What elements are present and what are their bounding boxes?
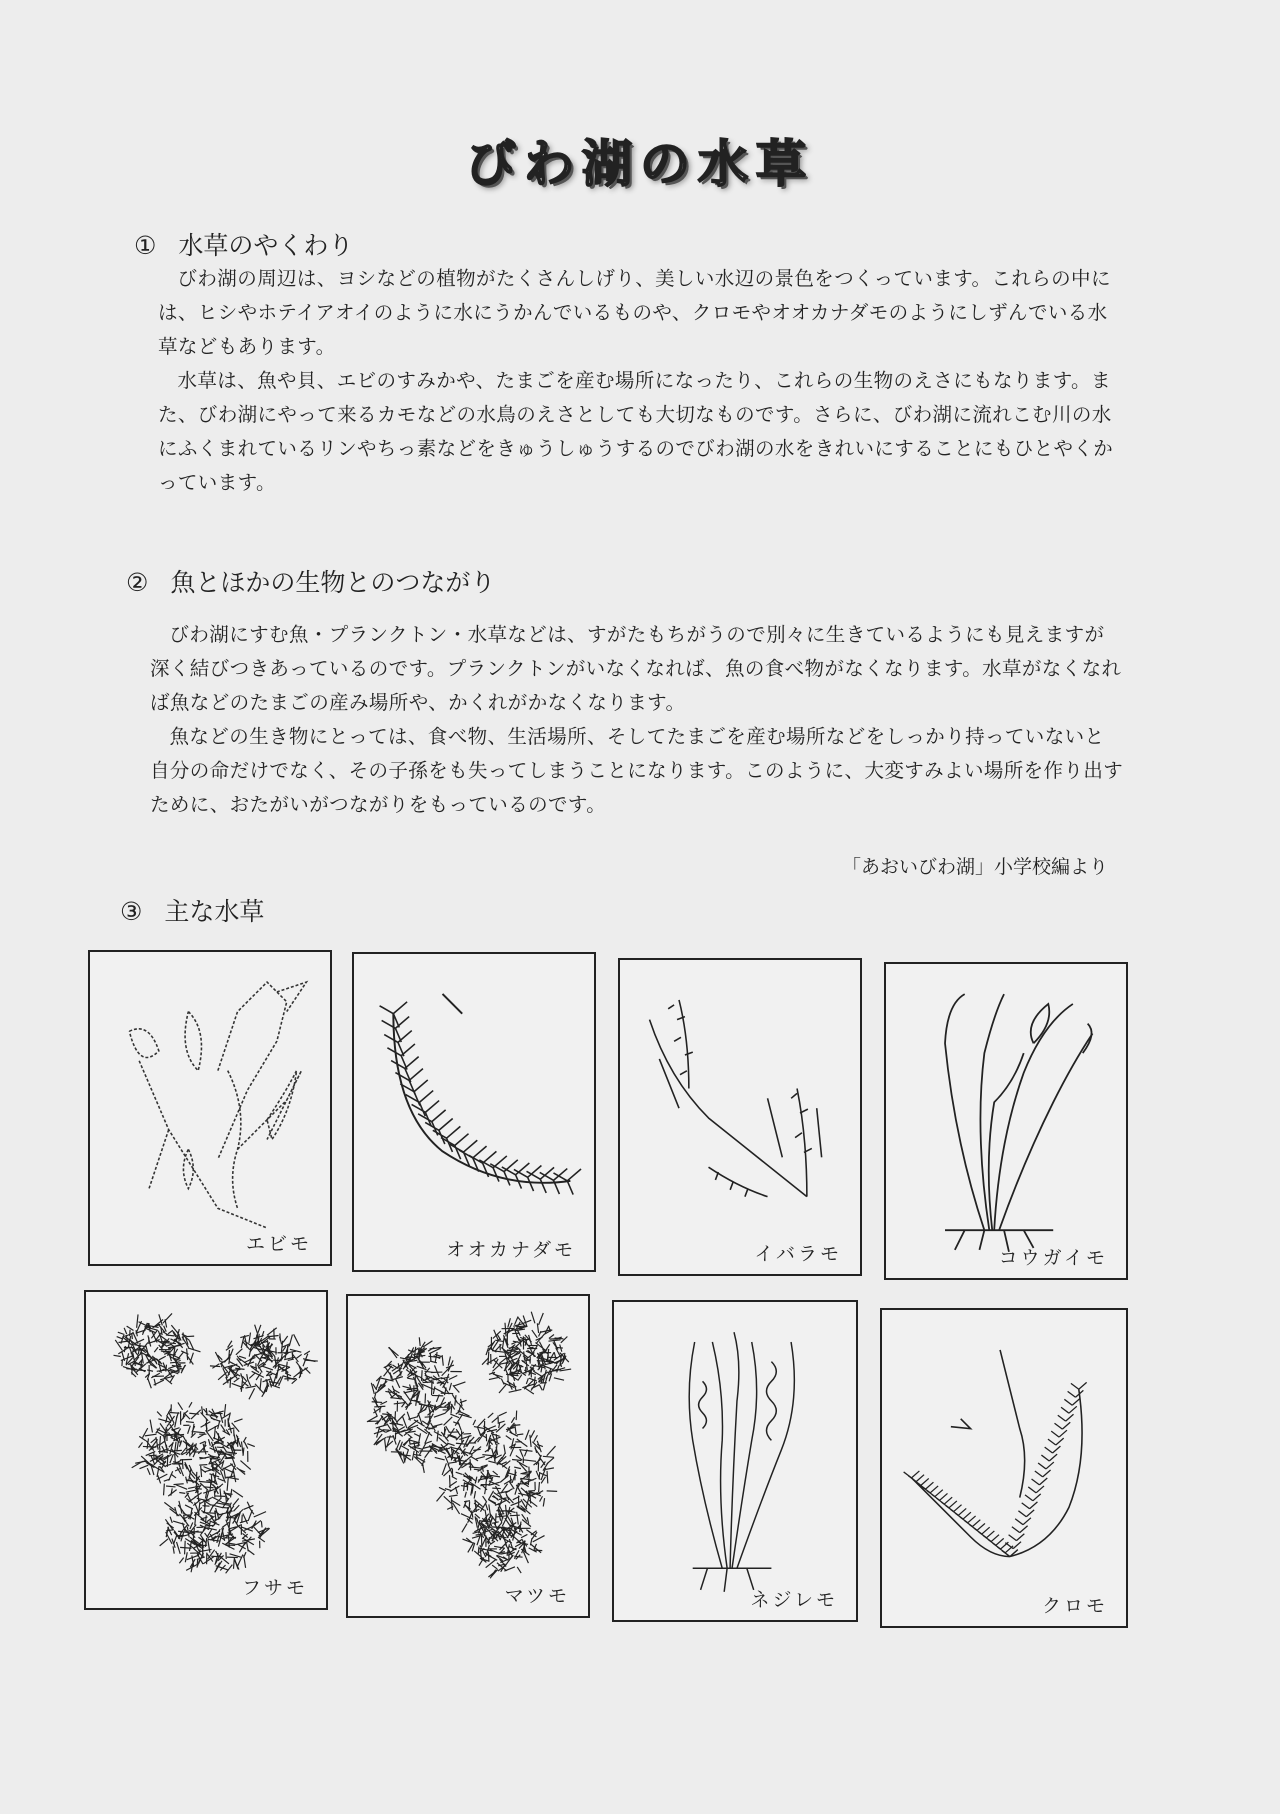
matsumo-illustration <box>348 1296 588 1616</box>
ibaramo-illustration <box>620 960 860 1274</box>
nejiremo-illustration <box>614 1302 856 1620</box>
ebimo-illustration <box>90 952 330 1264</box>
kuromo-illustration <box>882 1310 1126 1626</box>
fusamo-illustration <box>86 1292 326 1608</box>
plant-name: マツモ <box>504 1585 570 1607</box>
plant-name: ネジレモ <box>750 1589 838 1611</box>
plant-name: イバラモ <box>754 1243 842 1265</box>
section-3-heading <box>120 892 264 928</box>
section-2-heading <box>126 563 495 599</box>
section-title: 水草のやくわり <box>178 231 354 260</box>
section-1-body <box>158 262 1124 500</box>
section-number: ① <box>134 231 157 260</box>
plant-name: フサモ <box>241 1577 308 1599</box>
plant-name: クロモ <box>1041 1595 1108 1617</box>
paragraph: びわ湖にすむ魚・プランクトン・水草などは、すがたもちがうので別々に生きているようにも見えますが深く結びつきあっているのです。プランクトンがいなくなれば、魚の食べ物がなくなります。水草がなくなれば魚などのたまごの産み場所や、かくれがかなくなります。 <box>150 623 1122 714</box>
plant-card-ibaramo <box>618 958 862 1276</box>
source-citation: 「あおいびわ湖」小学校編より <box>841 856 1108 878</box>
plant-card-nejiremo <box>612 1300 858 1622</box>
page-title: びわ湖の水草 <box>466 135 814 193</box>
paragraph: 魚などの生き物にとっては、食べ物、生活場所、そしてたまごを産む場所などをしっかり持っていないと自分の命だけでなく、その子孫をも失ってしまうことになります。このように、大変すみよい場所を作り出すために、おたがいがつながりをもっているのです。 <box>150 725 1124 816</box>
plant-name: エビモ <box>245 1233 312 1255</box>
section-2-body <box>150 618 1124 822</box>
plant-card-ebimo <box>88 950 332 1266</box>
plant-name: オオカナダモ <box>446 1239 576 1261</box>
ookanadamo-illustration <box>354 954 594 1270</box>
section-number: ③ <box>120 897 143 926</box>
section-title: 主な水草 <box>164 897 265 926</box>
plant-card-fusamo <box>84 1290 328 1610</box>
plant-card-ookanadamo <box>352 952 596 1272</box>
kougaimo-illustration <box>886 964 1126 1278</box>
plant-card-kougaimo <box>884 962 1128 1280</box>
plant-name: コウガイモ <box>998 1247 1108 1269</box>
plant-card-matsumo <box>346 1294 590 1618</box>
paragraph: 水草は、魚や貝、エビのすみかや、たまごを産む場所になったり、これらの生物のえさにもなります。また、びわ湖にやって来るカモなどの水鳥のえさとしても大切なものです。さらに、びわ湖に流れこむ川の水にふくまれているリンやちっ素などをきゅうしゅうするのでびわ湖の水をきれいにすることにもひとやくかっています。 <box>158 369 1114 494</box>
page-title-banner <box>0 120 1280 200</box>
plant-card-kuromo <box>880 1308 1128 1628</box>
section-number: ② <box>126 568 149 597</box>
paragraph: びわ湖の周辺は、ヨシなどの植物がたくさんしげり、美しい水辺の景色をつくっています。これらの中には、ヒシやホテイアオイのように水にうかんでいるものや、クロモやオオカナダモのようにしずんでいる水草などもあります。 <box>158 267 1111 358</box>
section-1-heading <box>134 226 353 262</box>
section-title: 魚とほかの生物とのつながり <box>170 568 496 597</box>
